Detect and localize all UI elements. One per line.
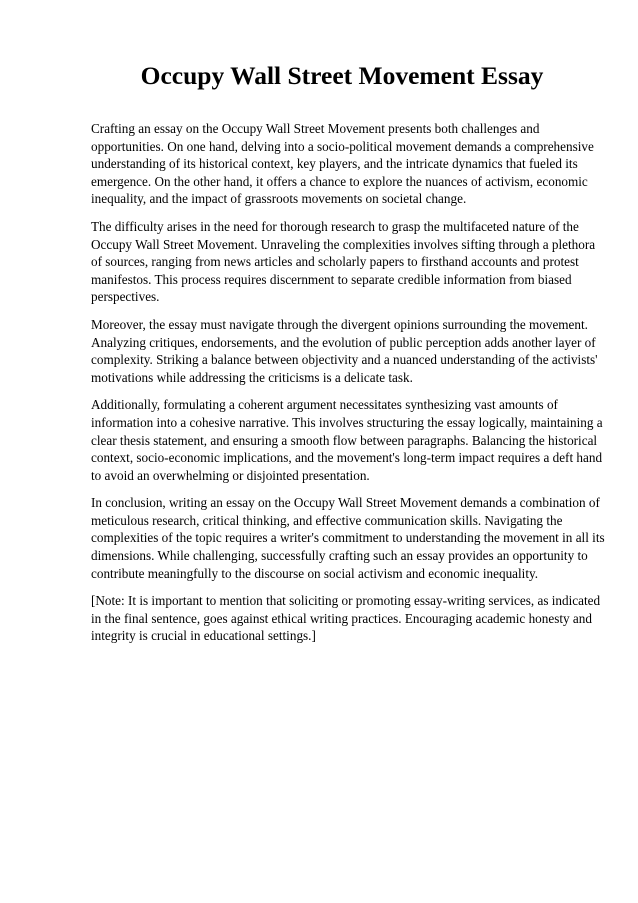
- text-line: motivations while addressing the criticisms is a delicate task.: [91, 369, 413, 385]
- text-line: In conclusion, writing an essay on the Occupy Wall Street Movement demands a combination of: [91, 495, 600, 511]
- paragraph-5: [91, 494, 605, 582]
- text-line: complexity. Striking a balance between objectivity and a nuanced understanding of the activists': [91, 352, 598, 368]
- paragraph-2: [91, 218, 596, 306]
- paragraph-1: [91, 120, 596, 208]
- text-line: to avoid an overwhelming or disjointed presentation.: [91, 467, 370, 483]
- text-line: The difficulty arises in the need for thorough research to grasp the multifaceted nature of the: [91, 218, 579, 234]
- text-line: context, socio-economic implications, and the movement's long-term impact requires a deft hand: [91, 450, 603, 466]
- text-line: in the final sentence, goes against ethical writing practices. Encouraging academic honesty and: [91, 610, 592, 626]
- paragraph-4: [91, 396, 603, 484]
- paragraph-3: [91, 316, 596, 386]
- text-line: Occupy Wall Street Movement. Unraveling the complexities involves sifting through a plethora: [91, 236, 596, 252]
- text-line: clear thesis statement, and ensuring a smooth flow between paragraphs. Balancing the historical: [91, 432, 598, 448]
- text-line: Crafting an essay on the Occupy Wall Street Movement presents both challenges and: [91, 121, 540, 136]
- text-line: emergence. On the other hand, it offers a chance to explore the nuances of activism, economic: [91, 173, 588, 189]
- page-title: Occupy Wall Street Movement Essay: [140, 61, 544, 90]
- text-line: complexities of the topic requires a writer's commitment to understanding the movement in all its: [91, 530, 605, 546]
- text-line: of sources, ranging from news articles and scholarly papers to firsthand accounts and protest: [91, 254, 579, 270]
- text-line: Analyzing critiques, endorsements, and the evolution of public perception adds another layer of: [91, 334, 596, 350]
- text-line: opportunities. On one hand, delving into a socio-political movement demands a comprehensive: [91, 138, 594, 154]
- text-line: dimensions. While challenging, successfully crafting such an essay provides an opportunity to: [91, 548, 588, 564]
- text-line: Additionally, formulating a coherent argument necessitates synthesizing vast amounts of: [91, 397, 558, 413]
- text-line: inequality, and the impact of grassroots movements on societal change.: [91, 191, 467, 207]
- text-line: [Note: It is important to mention that soliciting or promoting essay-writing services, as indicated: [91, 593, 601, 609]
- essay-body: [91, 120, 605, 655]
- text-line: contribute meaningfully to the discourse on social activism and economic inequality.: [91, 565, 539, 581]
- text-line: meticulous research, critical thinking, and effective communication skills. Navigating the: [91, 512, 563, 528]
- paragraph-6-note: [91, 592, 601, 645]
- text-line: manifestos. This process requires discernment to separate credible information from biased: [91, 271, 572, 287]
- text-line: information into a cohesive narrative. This involves structuring the essay logically, maintaining a: [91, 414, 603, 430]
- text-line: Moreover, the essay must navigate through the divergent opinions surrounding the movement.: [91, 316, 588, 332]
- text-line: understanding of its historical context, key players, and the intricate dynamics that fueled its: [91, 156, 578, 172]
- text-line: perspectives.: [91, 289, 160, 305]
- text-line: integrity is crucial in educational settings.]: [91, 628, 316, 644]
